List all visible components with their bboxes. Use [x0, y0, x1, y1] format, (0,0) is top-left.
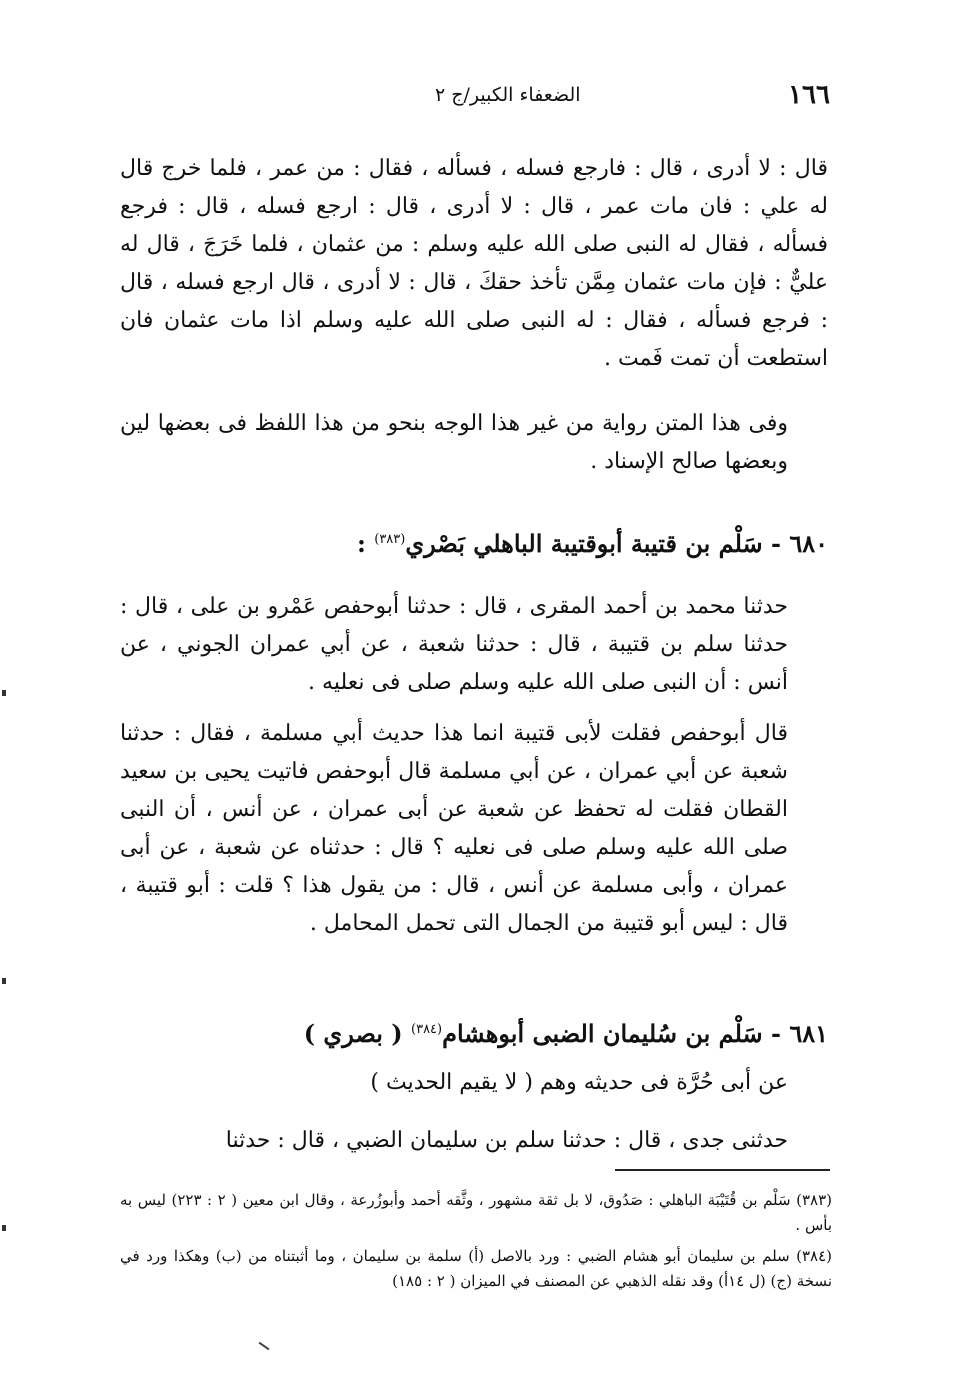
running-title: الضعفاء الكبير/ج ٢ [435, 84, 581, 106]
entry-title: ٦٨٠ - سَلْم بن قتيبة أبوقتيبة الباهلي بَصْري [405, 529, 828, 558]
footnote-ref: (٣٨٣) [374, 532, 406, 547]
entry-681-heading [120, 1010, 828, 1054]
page-number: ١٦٦ [788, 80, 830, 110]
scan-margin-mark [2, 1225, 6, 1231]
entry-heading [120, 520, 828, 564]
entry-suffix: ( بصري ) [303, 1019, 412, 1048]
scan-margin-mark [2, 978, 6, 984]
page-header [120, 80, 830, 114]
footnotes [120, 1188, 832, 1300]
paragraph-text: عن أبى حُرَّة فى حديثه وهم ( لا يقيم الحديث ) [370, 1070, 788, 1095]
paragraph-3 [120, 588, 828, 702]
paragraph-text: قال أبوحفص فقلت لأبى قتيبة انما هذا حديث أبي مسلمة ، فقال : حدثنا شعبة عن أبي عمران ، عن أبي مسلمة قال أبوحفص فاتيت يحيى بن سعيد القطان فقلت له تحفظ عن شعبة عن أبى عمران ، عن أنس ، أن النبى صلى الله عليه وسلم صلى فى نعليه ؟ قال : حدثناه عن شعبة ، عن أبى عمران ، وأبى مسلمة عن أنس ، قال : من يقول هذا ؟ قلت : أبو قتيبة ، قال : ليس أبو قتيبة من الجمال التى تحمل المحامل . [120, 721, 788, 936]
entry-heading [120, 1010, 828, 1054]
scan-stray-mark [259, 1342, 270, 1351]
paragraph-2 [120, 405, 828, 481]
paragraph-text: حدثنى جدى ، قال : حدثنا سلم بن سليمان الضبي ، قال : حدثنا [225, 1128, 788, 1153]
paragraph-5 [120, 1064, 828, 1102]
footnote-384: (٣٨٤) سلم بن سليمان أبو هشام الضبي : ورد بالاصل (أ) سلمة بن سليمان ، وما أثبتناه من (ب) وهكذا ورد في نسخة (ج) (ل ١٤أ) وقد نقله الذهبي عن المصنف في الميزان ( ٢ : ١٨٥) [120, 1247, 832, 1290]
entry-title: ٦٨١ - سَلْم بن سُليمان الضبى أبوهشام [442, 1019, 828, 1048]
paragraph-1 [120, 150, 828, 378]
paragraph-6 [120, 1122, 828, 1160]
paragraph-text: قال : لا أدرى ، قال : فارجع فسله ، فسأله ، فقال : من عمر ، فلما خرج قال له علي : فان مات عمر ، قال : لا أدرى ، قال : ارجع فسله ، قال : فرجع فسأله ، فقال له النبى صلى الله عليه وسلم : من عثمان ، فلما خَرَجَ ، قال له عليٌّ : فإن مات عثمان مِمَّن تأخذ حقكَ ، قال : لا أدرى ، قال ارجع فسله ، قال : فرجع فسأله ، فقال : له النبى صلى الله عليه وسلم اذا مات عثمان فان استطعت أن تمت فَمت . [120, 156, 828, 371]
scan-margin-mark [2, 690, 6, 696]
footnote-383: (٣٨٣) سَلْم بن قُتَيْبَة الباهلي : صَدُوق، لا بل ثقة مشهور ، وثَّقه أحمد وأبوزُرعة ، وقال ابن معين ( ٢ : ٢٢٣) ليس به بأس . [120, 1191, 832, 1234]
footnote-divider [615, 1169, 830, 1171]
footnote-ref: (٣٨٤) [411, 1022, 443, 1037]
paragraph-text: حدثنا محمد بن أحمد المقرى ، قال : حدثنا أبوحفص عَمْرو بن على ، قال : حدثنا سلم بن قتيبة ، قال : حدثنا شعبة ، عن أبي عمران الجوني ، عن أنس : أن النبى صلى الله عليه وسلم صلى فى نعليه . [120, 594, 788, 695]
paragraph-text: وفى هذا المتن رواية من غير هذا الوجه بنحو من هذا اللفظ فى بعضها لين وبعضها صالح الإسناد . [120, 411, 788, 474]
paragraph-4 [120, 715, 828, 943]
entry-suffix: : [357, 529, 375, 558]
entry-680-heading [120, 520, 828, 564]
